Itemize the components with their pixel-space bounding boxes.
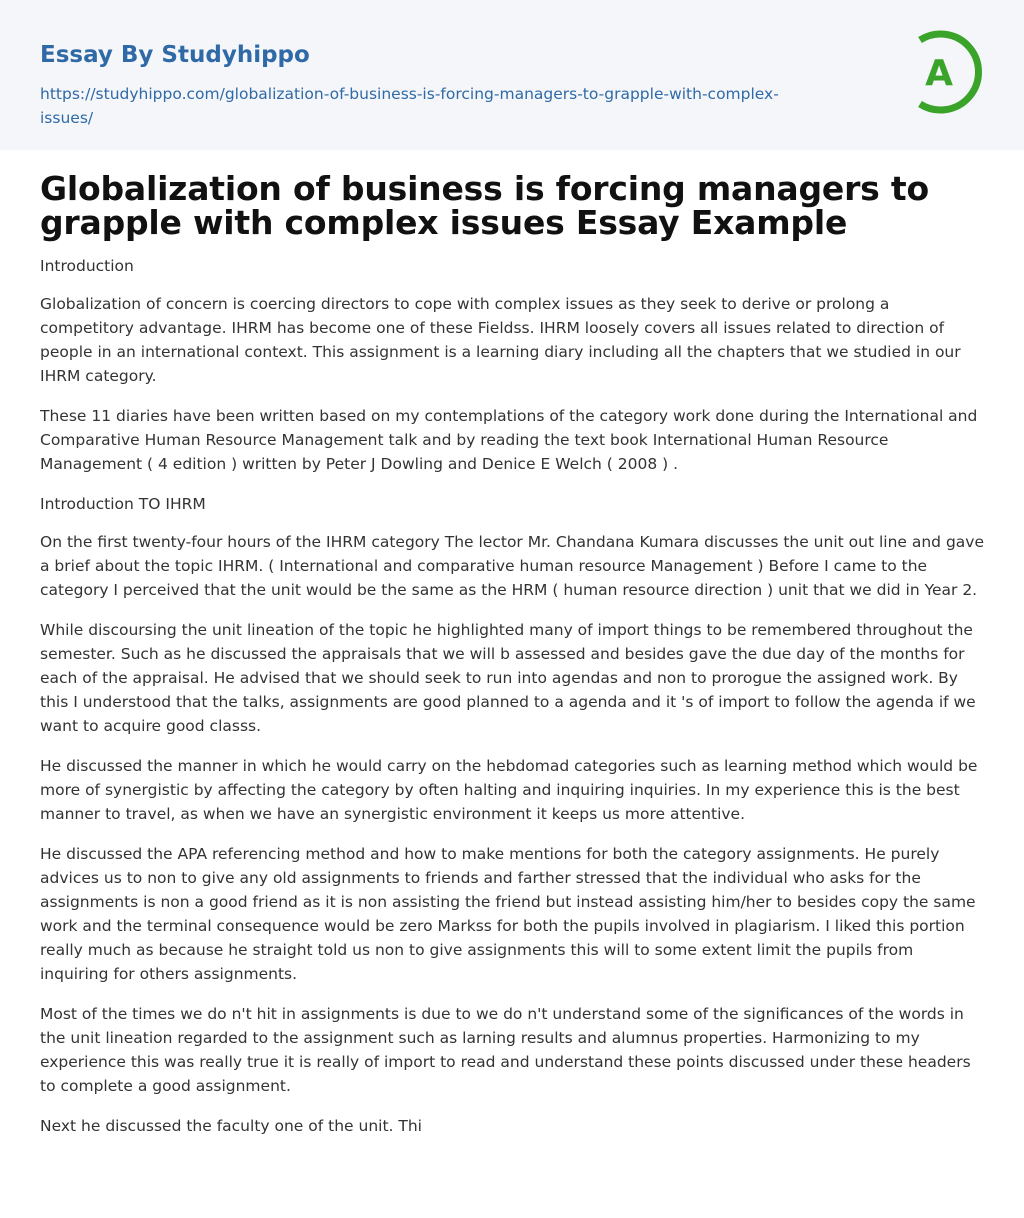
logo-letter: A — [925, 53, 953, 94]
paragraph: Most of the times we do n't hit in assignments is due to we do n't understand some of the significances of the words in the unit lineation regarded to the assignment such as larning results and alumnus properties. Harmonizing to my experience this was really true it is really of import to read and understand these points discussed under these headers to complete a good assignment. — [40, 1005, 971, 1095]
source-url-link[interactable]: https://studyhippo.com/globalization-of-business-is-forcing-managers-to-grapple-with-complex-issues/ — [40, 85, 779, 127]
paragraph: Next he discussed the faculty one of the unit. Thi — [40, 1117, 422, 1135]
article — [0, 150, 1024, 1138]
studyhippo-logo-icon[interactable] — [908, 28, 988, 116]
page-title: Globalization of business is forcing managers to grapple with complex issues Essay Example — [40, 169, 929, 242]
section-heading-introduction: Introduction — [40, 257, 134, 275]
paragraph: Globalization of concern is coercing directors to cope with complex issues as they seek to derive or prolong a competitory advantage. IHRM has become one of these Fieldss. IHRM loosely covers all issues related to direction of people in an international context. This assignment is a learning diary including all the chapters that we studied in our IHRM category. — [40, 295, 961, 385]
section-heading-introduction-ihrm: Introduction TO IHRM — [40, 495, 206, 513]
paragraph: He discussed the manner in which he would carry on the hebdomad categories such as learning method which would be more of synergistic by affecting the category by often halting and inquiring inquiries. In my experience this is the best manner to travel, as when we have an synergistic environment it keeps us more attentive. — [40, 757, 978, 823]
paragraph: He discussed the APA referencing method and how to make mentions for both the category assignments. He purely advices us to non to give any old assignments to friends and farther stressed that the individual who asks for the assignments is non a good friend as it is non assisting the friend but instead assisting him/her to besides copy the same work and the terminal consequence would be zero Markss for both the pupils involved in plagiarism. I liked this portion really much as because he straight told us non to give assignments this will to some extent limit the pupils from inquiring for others assignments. — [40, 845, 976, 983]
paragraph: These 11 diaries have been written based on my contemplations of the category work done during the International and Comparative Human Resource Management talk and by reading the text book International Human Resource Management ( 4 edition ) written by Peter J Dowling and Denice E Welch ( 2008 ) . — [40, 407, 978, 473]
brand-title[interactable]: Essay By Studyhippo — [40, 42, 310, 68]
site-header — [0, 0, 1024, 150]
paragraph: While discoursing the unit lineation of the topic he highlighted many of import things to be remembered throughout the semester. Such as he discussed the appraisals that we will b assessed and besides gave the due day of the months for each of the appraisal. He advised that we should seek to run into agendas and non to prorogue the assigned work. By this I understood that the talks, assignments are good planned to a agenda and it 's of import to follow the agenda if we want to acquire good classs. — [40, 621, 976, 735]
paragraph: On the first twenty-four hours of the IHRM category The lector Mr. Chandana Kumara discusses the unit out line and gave a brief about the topic IHRM. ( International and comparative human resource Management ) Before I came to the category I perceived that the unit would be the same as the HRM ( human resource direction ) unit that we did in Year 2. — [40, 533, 984, 599]
